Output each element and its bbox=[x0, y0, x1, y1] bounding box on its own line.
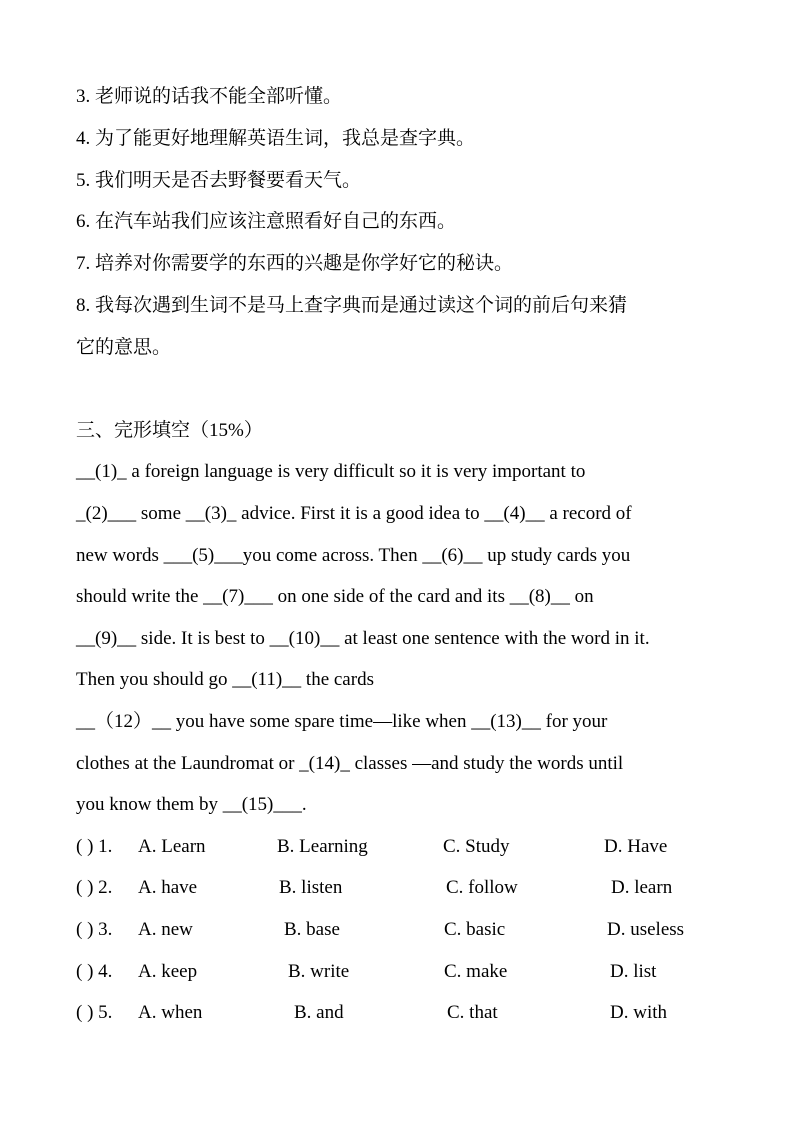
passage-line: should write the __(7)___ on one side of the card and its __(8)__ on bbox=[76, 586, 594, 607]
option-d: D. with bbox=[610, 1002, 667, 1023]
option-b: B. base bbox=[284, 919, 340, 940]
option-a: A. when bbox=[138, 1002, 203, 1023]
option-c: C. Study bbox=[443, 836, 510, 857]
passage-line: you know them by __(15)___. bbox=[76, 794, 307, 815]
option-b: B. Learning bbox=[277, 836, 368, 857]
passage-line: __(9)__ side. It is best to __(10)__ at least one sentence with the word in it. bbox=[76, 628, 650, 649]
question-number: ( ) 1. bbox=[76, 836, 113, 857]
passage-line: __（12）__ you have some spare time—like when __(13)__ for your bbox=[76, 711, 608, 732]
section-title: 三、完形填空（15%） bbox=[76, 420, 263, 441]
question-row bbox=[76, 877, 756, 899]
option-d: D. useless bbox=[607, 919, 685, 940]
passage-line: _(2)___ some __(3)_ advice. First it is a good idea to __(4)__ a record of bbox=[76, 503, 632, 524]
question-row bbox=[76, 961, 756, 983]
question-number: ( ) 5. bbox=[76, 1002, 113, 1023]
translation-item-8: 8. 我每次遇到生词不是马上查字典而是通过读这个词的前后句来猜 bbox=[76, 295, 628, 316]
option-a: A. have bbox=[138, 877, 198, 898]
translation-item-8-cont: 它的意思。 bbox=[76, 337, 172, 358]
question-row bbox=[76, 919, 756, 941]
option-a: A. keep bbox=[138, 961, 198, 982]
question-row bbox=[76, 1002, 756, 1024]
option-a: A. new bbox=[138, 919, 193, 940]
option-c: C. follow bbox=[446, 877, 518, 898]
passage-line: clothes at the Laundromat or _(14)_ classes —and study the words until bbox=[76, 753, 624, 774]
question-number: ( ) 2. bbox=[76, 877, 113, 898]
option-d: D. learn bbox=[611, 877, 673, 898]
passage-line: new words ___(5)___you come across. Then __(6)__ up study cards you bbox=[76, 545, 631, 566]
option-d: D. Have bbox=[604, 836, 668, 857]
option-d: D. list bbox=[610, 961, 657, 982]
passage-line: __(1)_ a foreign language is very difficult so it is very important to bbox=[76, 461, 586, 482]
translation-item-3: 3. 老师说的话我不能全部听懂。 bbox=[76, 86, 343, 107]
translation-item-5: 5. 我们明天是否去野餐要看天气。 bbox=[76, 170, 362, 191]
question-number: ( ) 3. bbox=[76, 919, 113, 940]
translation-item-7: 7. 培养对你需要学的东西的兴趣是你学好它的秘诀。 bbox=[76, 253, 514, 274]
option-c: C. basic bbox=[444, 919, 506, 940]
question-row bbox=[76, 836, 756, 858]
translation-item-6: 6. 在汽车站我们应该注意照看好自己的东西。 bbox=[76, 211, 457, 232]
translation-item-4: 4. 为了能更好地理解英语生词，我总是查字典。 bbox=[76, 128, 476, 149]
option-b: B. and bbox=[294, 1002, 344, 1023]
option-a: A. Learn bbox=[138, 836, 206, 857]
option-c: C. make bbox=[444, 961, 508, 982]
passage-line: Then you should go __(11)__ the cards bbox=[76, 669, 374, 690]
option-c: C. that bbox=[447, 1002, 498, 1023]
question-number: ( ) 4. bbox=[76, 961, 113, 982]
option-b: B. listen bbox=[279, 877, 343, 898]
option-b: B. write bbox=[288, 961, 350, 982]
